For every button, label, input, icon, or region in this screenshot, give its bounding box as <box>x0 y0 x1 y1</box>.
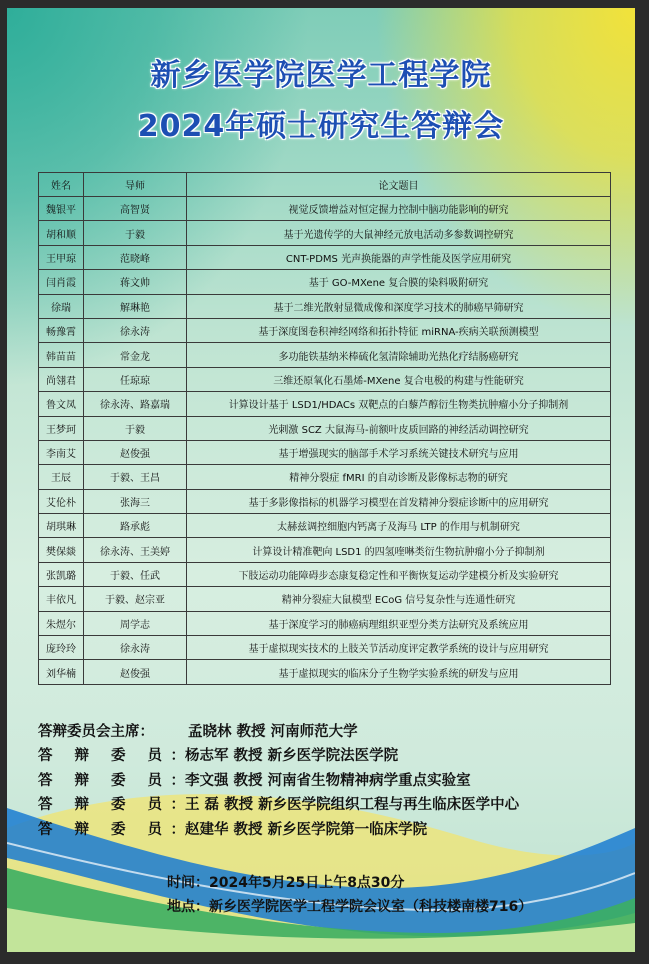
cell-advisor: 常金龙 <box>84 343 187 367</box>
table-row <box>39 538 611 562</box>
table-row <box>39 611 611 635</box>
table-row <box>39 489 611 513</box>
table-row <box>39 343 611 367</box>
table-row <box>39 367 611 391</box>
table-row <box>39 514 611 538</box>
table-row <box>39 587 611 611</box>
cell-advisor: 于毅、王昌 <box>84 465 187 489</box>
cell-student-name: 艾伦朴 <box>39 489 84 513</box>
cell-student-name: 刘华楠 <box>39 660 84 684</box>
cell-student-name: 尚翎君 <box>39 367 84 391</box>
cell-student-name: 魏银平 <box>39 197 84 221</box>
cell-advisor: 范晓峰 <box>84 245 187 269</box>
committee-role: 答辩委员会主席： <box>38 724 154 740</box>
table-row <box>39 392 611 416</box>
cell-thesis-title: 基于增强现实的脑部手术学习系统关键技术研究与应用 <box>187 440 611 464</box>
cell-advisor: 徐永涛、王美婷 <box>84 538 187 562</box>
table-row <box>39 270 611 294</box>
cell-advisor: 任琼琼 <box>84 367 187 391</box>
defense-time: 时间：2024年5月25日上午8点30分 <box>167 875 405 891</box>
cell-student-name: 朱煜尔 <box>39 611 84 635</box>
header-advisor: 导师 <box>84 173 187 197</box>
cell-advisor: 解琳艳 <box>84 294 187 318</box>
cell-student-name: 张凯璐 <box>39 562 84 586</box>
committee-member-info: 王 磊 教授 新乡医学院组织工程与再生临床医学中心 <box>185 797 520 814</box>
cell-advisor: 徐永涛、路嘉瑞 <box>84 392 187 416</box>
cell-advisor: 蒋文帅 <box>84 270 187 294</box>
table-header-row <box>39 173 611 197</box>
cell-student-name: 胡和顺 <box>39 221 84 245</box>
cell-student-name: 韩苗苗 <box>39 343 84 367</box>
header-name: 姓名 <box>39 173 84 197</box>
cell-student-name: 樊保燚 <box>39 538 84 562</box>
defense-schedule-table <box>38 172 611 685</box>
cell-thesis-title: CNT-PDMS 光声换能器的声学性能及医学应用研究 <box>187 245 611 269</box>
cell-thesis-title: 精神分裂症大鼠模型 ECoG 信号复杂性与连通性研究 <box>187 587 611 611</box>
committee-role: 答 辩 委 员： <box>38 797 185 814</box>
cell-student-name: 闫肖霞 <box>39 270 84 294</box>
cell-thesis-title: 多功能铁基纳米棒硫化氢清除辅助光热化疗结肠癌研究 <box>187 343 611 367</box>
cell-thesis-title: 基于光遗传学的大鼠神经元放电活动多参数调控研究 <box>187 221 611 245</box>
poster <box>7 8 635 952</box>
committee-member <box>38 818 628 842</box>
table-row <box>39 294 611 318</box>
cell-student-name: 丰依凡 <box>39 587 84 611</box>
table-row <box>39 197 611 221</box>
cell-student-name: 王梦珂 <box>39 416 84 440</box>
committee-member-info: 李文强 教授 河南省生物精神病学重点实验室 <box>185 772 471 789</box>
table-row <box>39 562 611 586</box>
cell-student-name: 王甲琼 <box>39 245 84 269</box>
defense-place: 地点：新乡医学院医学工程学院会议室（科技楼南楼716） <box>167 899 533 915</box>
cell-thesis-title: 基于虚拟现实的临床分子生物学实验系统的研发与应用 <box>187 660 611 684</box>
cell-advisor: 张海三 <box>84 489 187 513</box>
cell-student-name: 胡琪琳 <box>39 514 84 538</box>
cell-advisor: 于毅 <box>84 416 187 440</box>
cell-student-name: 畅豫霄 <box>39 318 84 342</box>
cell-advisor: 周学志 <box>84 611 187 635</box>
table-row <box>39 416 611 440</box>
table-row <box>39 245 611 269</box>
cell-student-name: 徐瑞 <box>39 294 84 318</box>
cell-advisor: 赵俊强 <box>84 660 187 684</box>
committee-member-info: 赵建华 教授 新乡医学院第一临床学院 <box>185 821 428 838</box>
committee-list <box>38 720 628 842</box>
table-row <box>39 440 611 464</box>
committee-role: 答 辩 委 员： <box>38 821 185 838</box>
cell-advisor: 路承彪 <box>84 514 187 538</box>
table-row <box>39 318 611 342</box>
cell-thesis-title: 计算设计精准靶向 LSD1 的四氢喹啉类衍生物抗肿瘤小分子抑制剂 <box>187 538 611 562</box>
cell-advisor: 赵俊强 <box>84 440 187 464</box>
committee-member <box>38 769 628 793</box>
cell-advisor: 高智贤 <box>84 197 187 221</box>
committee-member <box>38 744 628 768</box>
cell-advisor: 徐永涛 <box>84 636 187 660</box>
cell-advisor: 徐永涛 <box>84 318 187 342</box>
table-row <box>39 465 611 489</box>
committee-member <box>38 793 628 817</box>
cell-student-name: 鲁文凤 <box>39 392 84 416</box>
cell-thesis-title: 基于深度学习的肺癌病理组织亚型分类方法研究及系统应用 <box>187 611 611 635</box>
page-title-line2: 2024年硕士研究生答辩会 <box>137 109 505 144</box>
table-row <box>39 221 611 245</box>
cell-advisor: 于毅 <box>84 221 187 245</box>
committee-member-info: 孟晓林 教授 河南师范大学 <box>188 724 358 740</box>
cell-thesis-title: 基于 GO-MXene 复合膜的染料吸附研究 <box>187 270 611 294</box>
cell-thesis-title: 基于二维光散射显微成像和深度学习技术的肺癌早筛研究 <box>187 294 611 318</box>
committee-role: 答 辩 委 员： <box>38 748 185 765</box>
cell-advisor: 于毅、赵宗亚 <box>84 587 187 611</box>
table-row <box>39 636 611 660</box>
page-title-line1: 新乡医学院医学工程学院 <box>150 58 492 93</box>
cell-thesis-title: 精神分裂症 fMRI 的自动诊断及影像标志物的研究 <box>187 465 611 489</box>
cell-thesis-title: 三维还原氧化石墨烯-MXene 复合电极的构建与性能研究 <box>187 367 611 391</box>
cell-advisor: 于毅、任武 <box>84 562 187 586</box>
cell-student-name: 庞玲玲 <box>39 636 84 660</box>
cell-thesis-title: 下肢运动功能障碍步态康复稳定性和平衡恢复运动学建模分析及实验研究 <box>187 562 611 586</box>
cell-thesis-title: 基于多影像指标的机器学习模型在首发精神分裂症诊断中的应用研究 <box>187 489 611 513</box>
committee-member-info: 杨志军 教授 新乡医学院法医学院 <box>185 748 399 765</box>
committee-role: 答 辩 委 员： <box>38 772 185 789</box>
cell-student-name: 王辰 <box>39 465 84 489</box>
cell-thesis-title: 光刺激 SCZ 大鼠海马-前额叶皮质回路的神经活动调控研究 <box>187 416 611 440</box>
committee-chair <box>38 720 628 744</box>
cell-thesis-title: 基于深度图卷积神经网络和拓扑特征 miRNA-疾病关联预测模型 <box>187 318 611 342</box>
cell-thesis-title: 计算设计基于 LSD1/HDACs 双靶点的白藜芦醇衍生物类抗肿瘤小分子抑制剂 <box>187 392 611 416</box>
cell-student-name: 李南艾 <box>39 440 84 464</box>
cell-thesis-title: 视觉反馈增益对恒定握力控制中脑功能影响的研究 <box>187 197 611 221</box>
cell-thesis-title: 基于虚拟现实技术的上肢关节活动度评定教学系统的设计与应用研究 <box>187 636 611 660</box>
table-row <box>39 660 611 684</box>
cell-thesis-title: 太赫兹调控细胞内钙离子及海马 LTP 的作用与机制研究 <box>187 514 611 538</box>
header-thesis: 论文题目 <box>187 173 611 197</box>
